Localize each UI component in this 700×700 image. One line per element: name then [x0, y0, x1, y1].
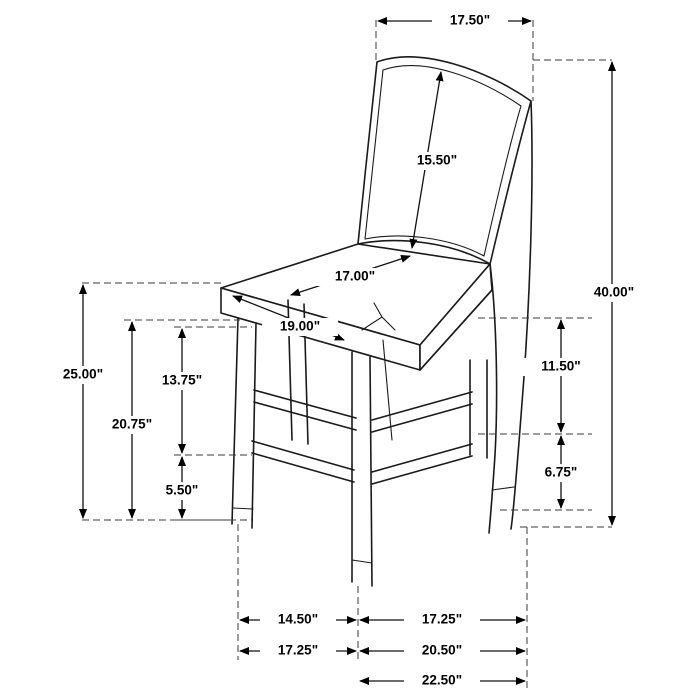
chair-front-left-leg: [232, 318, 256, 528]
label-6-75: 6.75": [544, 464, 578, 480]
label-seat-depth: 17.00": [334, 268, 376, 284]
label-20-75: 20.75": [111, 416, 153, 432]
label-overall-height: 40.00": [593, 284, 635, 300]
label-side-17-25: 17.25": [421, 611, 463, 627]
label-front-17-25: 17.25": [277, 642, 319, 658]
chair-rear-post-right-foot: [492, 487, 514, 490]
dimension-lines: [83, 21, 612, 681]
label-seat-height: 25.00": [62, 366, 104, 382]
chair-front-right-leg-foot: [352, 560, 372, 563]
label-seat-width: 19.00": [279, 318, 321, 334]
label-20-50: 20.50": [421, 642, 463, 658]
label-13-75: 13.75": [161, 372, 203, 388]
label-5-50: 5.50": [165, 482, 199, 498]
label-14-50: 14.50": [277, 611, 319, 627]
label-back-height: 15.50": [416, 152, 458, 168]
chair-stretcher-left-upper: [254, 390, 356, 430]
chair-front-right-leg: [352, 352, 372, 586]
label-22-50: 22.50": [421, 672, 463, 688]
chair-stretcher-right: [372, 392, 472, 432]
chair-front-left-leg-foot: [233, 508, 253, 509]
label-11-50: 11.50": [541, 358, 581, 374]
label-back-width: 17.50": [449, 12, 491, 28]
extension-lines: [82, 20, 612, 690]
chair-stretcher-left-lower: [252, 441, 354, 482]
chair-rear-post-right-inner: [489, 264, 497, 533]
chair-stretcher-right-lower: [372, 444, 472, 484]
chair-rear-right-leg: [470, 360, 487, 458]
